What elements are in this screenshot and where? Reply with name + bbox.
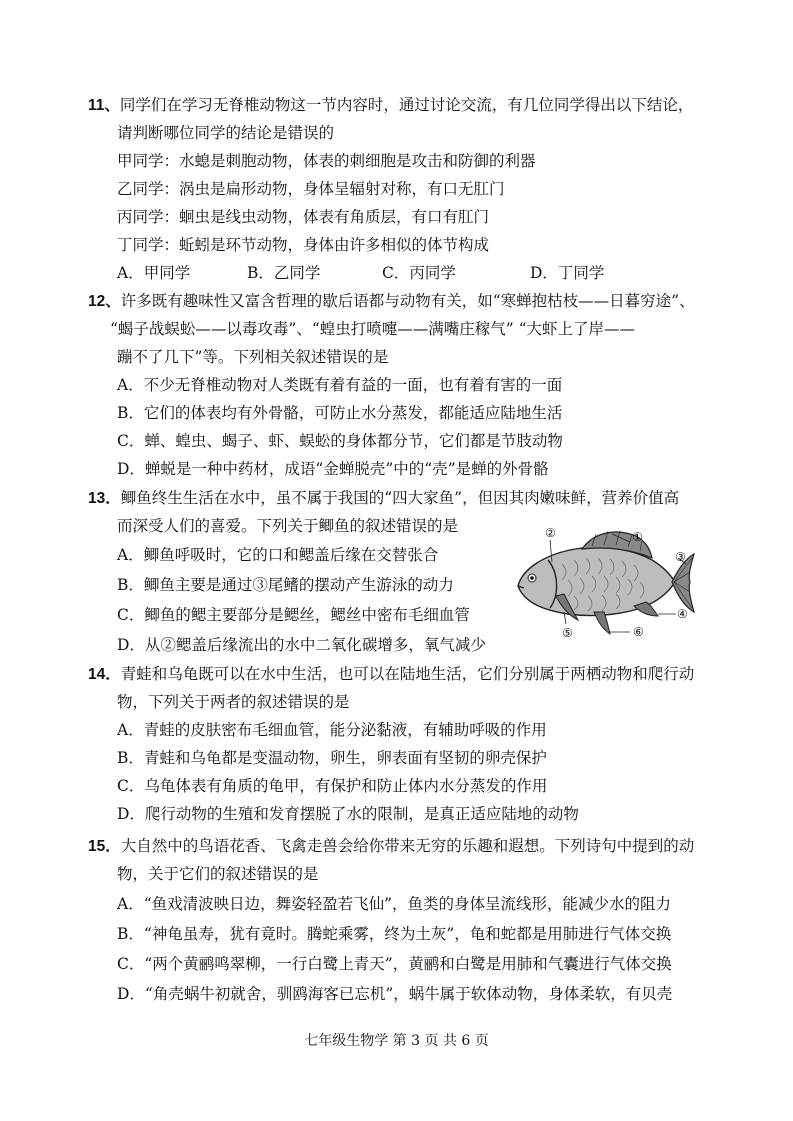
q12-stem-line2: “蝎子战蜈蚣——以毒攻毒”、“蝗虫打喷嚏——满嘴庄稼气” “大虾上了岸—— [110,320,636,338]
q11-option-a[interactable]: A．甲同学 [117,264,191,282]
q11-statement: 丙同学：蛔虫是线虫动物，体表有角质层，有口有肛门 [117,208,490,226]
q15-stem-text1: 大自然中的鸟语花香、飞禽走兽会给你带来无穷的乐趣和遐想。下列诗句中提到的动 [120,837,695,855]
q12-option-c[interactable]: C．蝉、蝗虫、蝎子、虾、蜈蚣的身体都分节，它们都是节肢动物 [117,432,563,450]
q13-number: 13． [88,490,121,507]
q11-stem-line2: 请判断哪位同学的结论是错误的 [117,124,335,142]
q13-option-b[interactable]: B．鲫鱼主要是通过③尾鳍的摆动产生游泳的动力 [117,576,454,594]
q11-number: 11、 [88,97,120,114]
q11-statement: 乙同学：涡虫是扁形动物，身体呈辐射对称，有口无肛门 [117,180,505,198]
q14-option-a[interactable]: A．青蛙的皮肤密布毛细血管，能分泌黏液，有辅助呼吸的作用 [117,721,547,739]
fish-label-6: ⑥ [633,625,644,639]
q14-option-b[interactable]: B．青蛙和乌龟都是变温动物，卵生，卵表面有坚韧的卵壳保护 [117,749,547,767]
q14-stem-line1 [88,660,694,689]
q12-option-a[interactable]: A．不少无脊椎动物对人类既有着有益的一面，也有着有害的一面 [117,376,563,394]
fish-label-2: ② [545,526,556,540]
q15-number: 15． [88,838,121,855]
q11-options [117,259,717,287]
q11-option-b[interactable]: B．乙同学 [247,264,321,282]
fish-label-3: ③ [675,550,686,564]
q12-number: 12、 [88,293,121,310]
q14-number: 14． [88,666,121,683]
q14-stem-line2: 物，下列关于两者的叙述错误的是 [117,693,350,711]
fish-label-1: ① [632,530,643,544]
q14-option-d[interactable]: D．爬行动物的生殖和发育摆脱了水的限制，是真正适应陆地的动物 [117,805,579,823]
q13-stem-text1: 鲫鱼终生生活在水中，虽不属于我国的“四大家鱼”，但因其肉嫩味鲜，营养价值高 [120,489,680,507]
q11-option-d[interactable]: D．丁同学 [530,264,605,282]
q15-option-b[interactable]: B．“神龟虽寿，犹有竟时。腾蛇乘雾，终为土灰”，龟和蛇都是用肺进行气体交换 [117,925,672,943]
q11-statement: 丁同学：蚯蚓是环节动物，身体由许多相似的体节构成 [117,236,490,254]
q11-stem-line1 [88,91,693,120]
q15-option-d[interactable]: D．“角壳蜗牛初就舍，驯鸥海客已忘机”，蜗牛属于软体动物，身体柔软，有贝壳 [117,985,673,1003]
q14-stem-text1: 青蛙和乌龟既可以在水中生活，也可以在陆地生活，它们分别属于两栖动物和爬行动 [120,665,695,683]
q12-option-b[interactable]: B．它们的体表均有外骨骼，可防止水分蒸发，都能适应陆地生活 [117,404,563,422]
q12-stem-line1 [88,287,695,316]
q11-stem-text1: 同学们在学习无脊椎动物这一节内容时，通过讨论交流，有几位同学得出以下结论， [119,96,694,114]
fish-label-4: ④ [677,607,688,621]
q12-stem-line3: 蹦不了几下”等。下列相关叙述错误的是 [117,348,389,366]
fish-figure [512,524,697,644]
q15-option-c[interactable]: C．“两个黄鹂鸣翠柳，一行白鹭上青天”，黄鹂和白鹭是用肺和气囊进行气体交换 [117,955,672,973]
q15-stem-line2: 物，关于它们的叙述错误的是 [117,865,319,883]
q15-option-a[interactable]: A．“鱼戏清波映日边，舞姿轻盈若飞仙”，鱼类的身体呈流线形，能减少水的阻力 [117,895,672,913]
q12-option-d[interactable]: D．蝉蜕是一种中药材，成语“金蝉脱壳”中的“壳”是蝉的外骨骼 [117,460,549,478]
page-footer: 七年级生物学 第 3 页 共 6 页 [304,1033,489,1049]
q13-option-d[interactable]: D．从②鳃盖后缘流出的水中二氧化碳增多，氧气减少 [117,636,486,654]
q11-statement: 甲同学：水螅是刺胞动物，体表的刺细胞是攻击和防御的利器 [117,152,536,170]
q13-stem-line2: 而深受人们的喜爱。下列关于鲫鱼的叙述错误的是 [117,517,459,535]
q13-option-a[interactable]: A．鲫鱼呼吸时，它的口和鳃盖后缘在交替张合 [117,546,439,564]
q12-stem-text1: 许多既有趣味性又富含哲理的歇后语都与动物有关，如“寒蝉抱枯枝——日暮穷途”、 [120,292,695,310]
q13-stem-line1 [88,484,679,513]
fish-label-5: ⑤ [562,626,573,640]
q14-option-c[interactable]: C．乌龟体表有角质的龟甲，有保护和防止体内水分蒸发的作用 [117,777,548,795]
q11-option-c[interactable]: C．丙同学 [382,264,456,282]
q13-option-c[interactable]: C．鲫鱼的鳃主要部分是鳃丝，鳃丝中密布毛细血管 [117,606,470,624]
q15-stem-line1 [88,832,694,861]
